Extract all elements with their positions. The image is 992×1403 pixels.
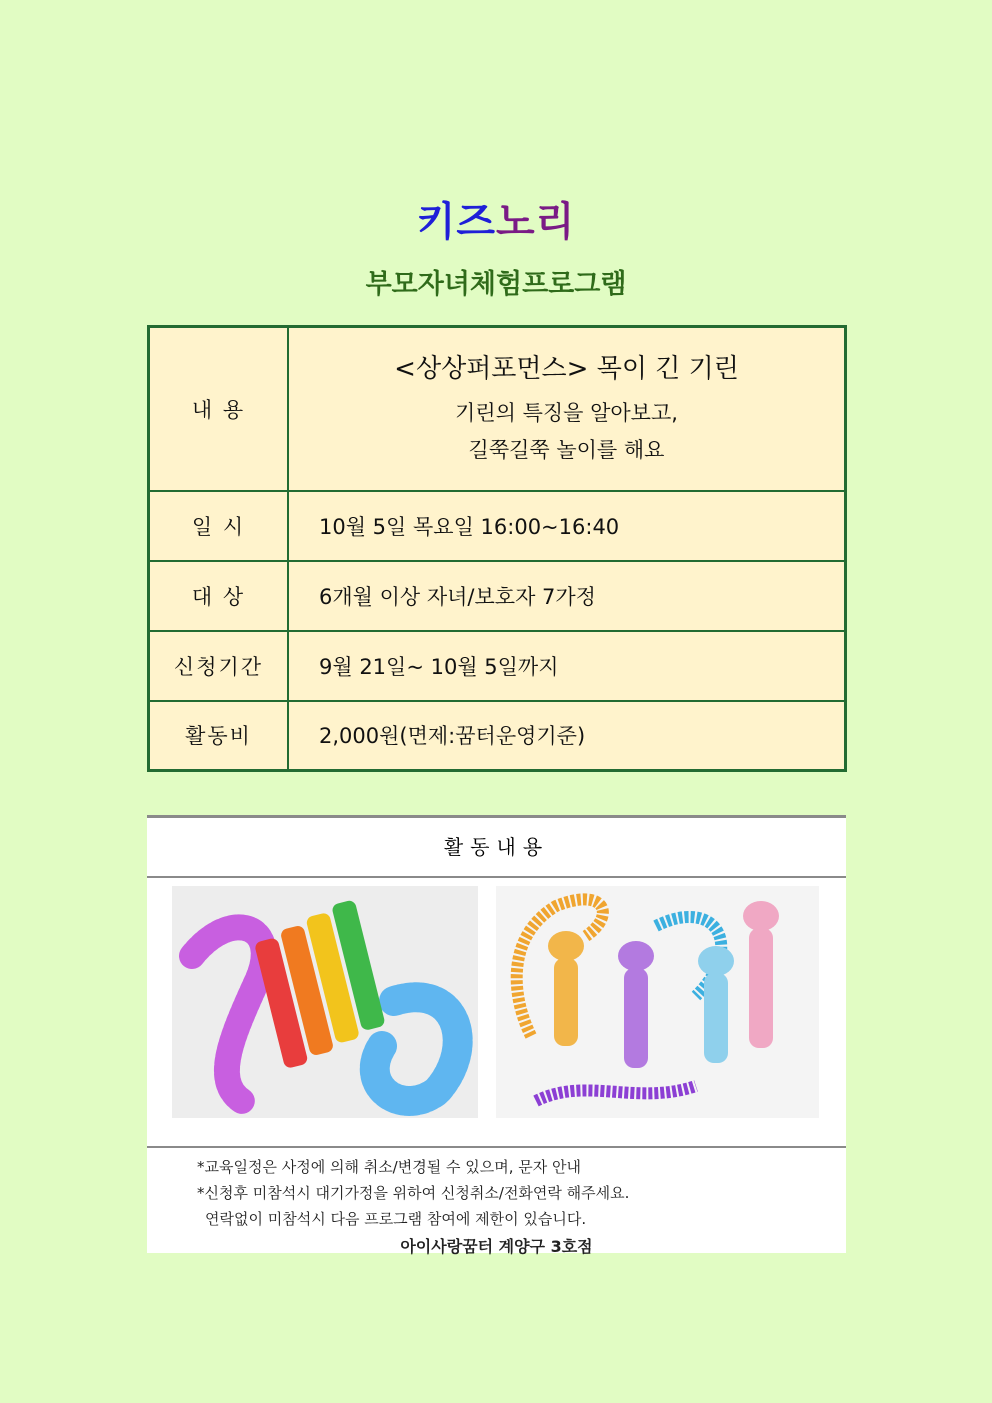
content-value — [288, 327, 846, 491]
notice-line: *신청후 미참석시 대기가정을 위하여 신청취소/전화연락 해주세요. — [197, 1184, 630, 1202]
giraffe-toys-image — [496, 886, 819, 1118]
target-value: 6개월 이상 자녀/보호자 7가정 — [288, 561, 846, 631]
activity-heading: 활동내용 — [147, 818, 846, 878]
target-row — [149, 561, 846, 631]
fee-label: 활동비 — [149, 701, 289, 771]
fee-row — [149, 701, 846, 771]
period-label: 신청기간 — [149, 631, 289, 701]
program-info-table — [147, 325, 847, 772]
pop-tube-illustration — [172, 886, 478, 1118]
notice-line: 연락없이 미참석시 다음 프로그램 참여에 제한이 있습니다. — [205, 1210, 587, 1228]
giraffe-toys-illustration — [496, 886, 819, 1118]
date-label: 일 시 — [149, 491, 289, 561]
period-row — [149, 631, 846, 701]
title-part2: 노리 — [496, 199, 576, 245]
date-row — [149, 491, 846, 561]
target-label: 대 상 — [149, 561, 289, 631]
content-label: 내 용 — [149, 327, 289, 491]
notice-section — [147, 1146, 846, 1260]
content-row — [149, 327, 846, 491]
notice-line: *교육일정은 사정에 의해 취소/변경될 수 있으며, 문자 안내 — [197, 1158, 581, 1176]
content-line2: 길쭉길쭉 놀이를 해요 — [468, 438, 665, 463]
pop-tube-toys-image — [172, 886, 478, 1118]
activity-section — [147, 815, 846, 1256]
period-value: 9월 21일~ 10월 5일까지 — [288, 631, 846, 701]
fee-value: 2,000원(면제:꿈터운영기준) — [288, 701, 846, 771]
page-subtitle: 부모자녀체험프로그램 — [365, 269, 627, 300]
title-part1: 키즈 — [416, 199, 496, 245]
page-title — [0, 190, 992, 247]
activity-photos — [147, 878, 846, 1146]
organizer-name: 아이사랑꿈터 계양구 3호점 — [400, 1237, 593, 1256]
content-line1: 기린의 특징을 알아보고, — [455, 401, 678, 426]
date-value: 10월 5일 목요일 16:00~16:40 — [288, 491, 846, 561]
content-title: <상상퍼포먼스> 목이 긴 기린 — [394, 354, 739, 385]
